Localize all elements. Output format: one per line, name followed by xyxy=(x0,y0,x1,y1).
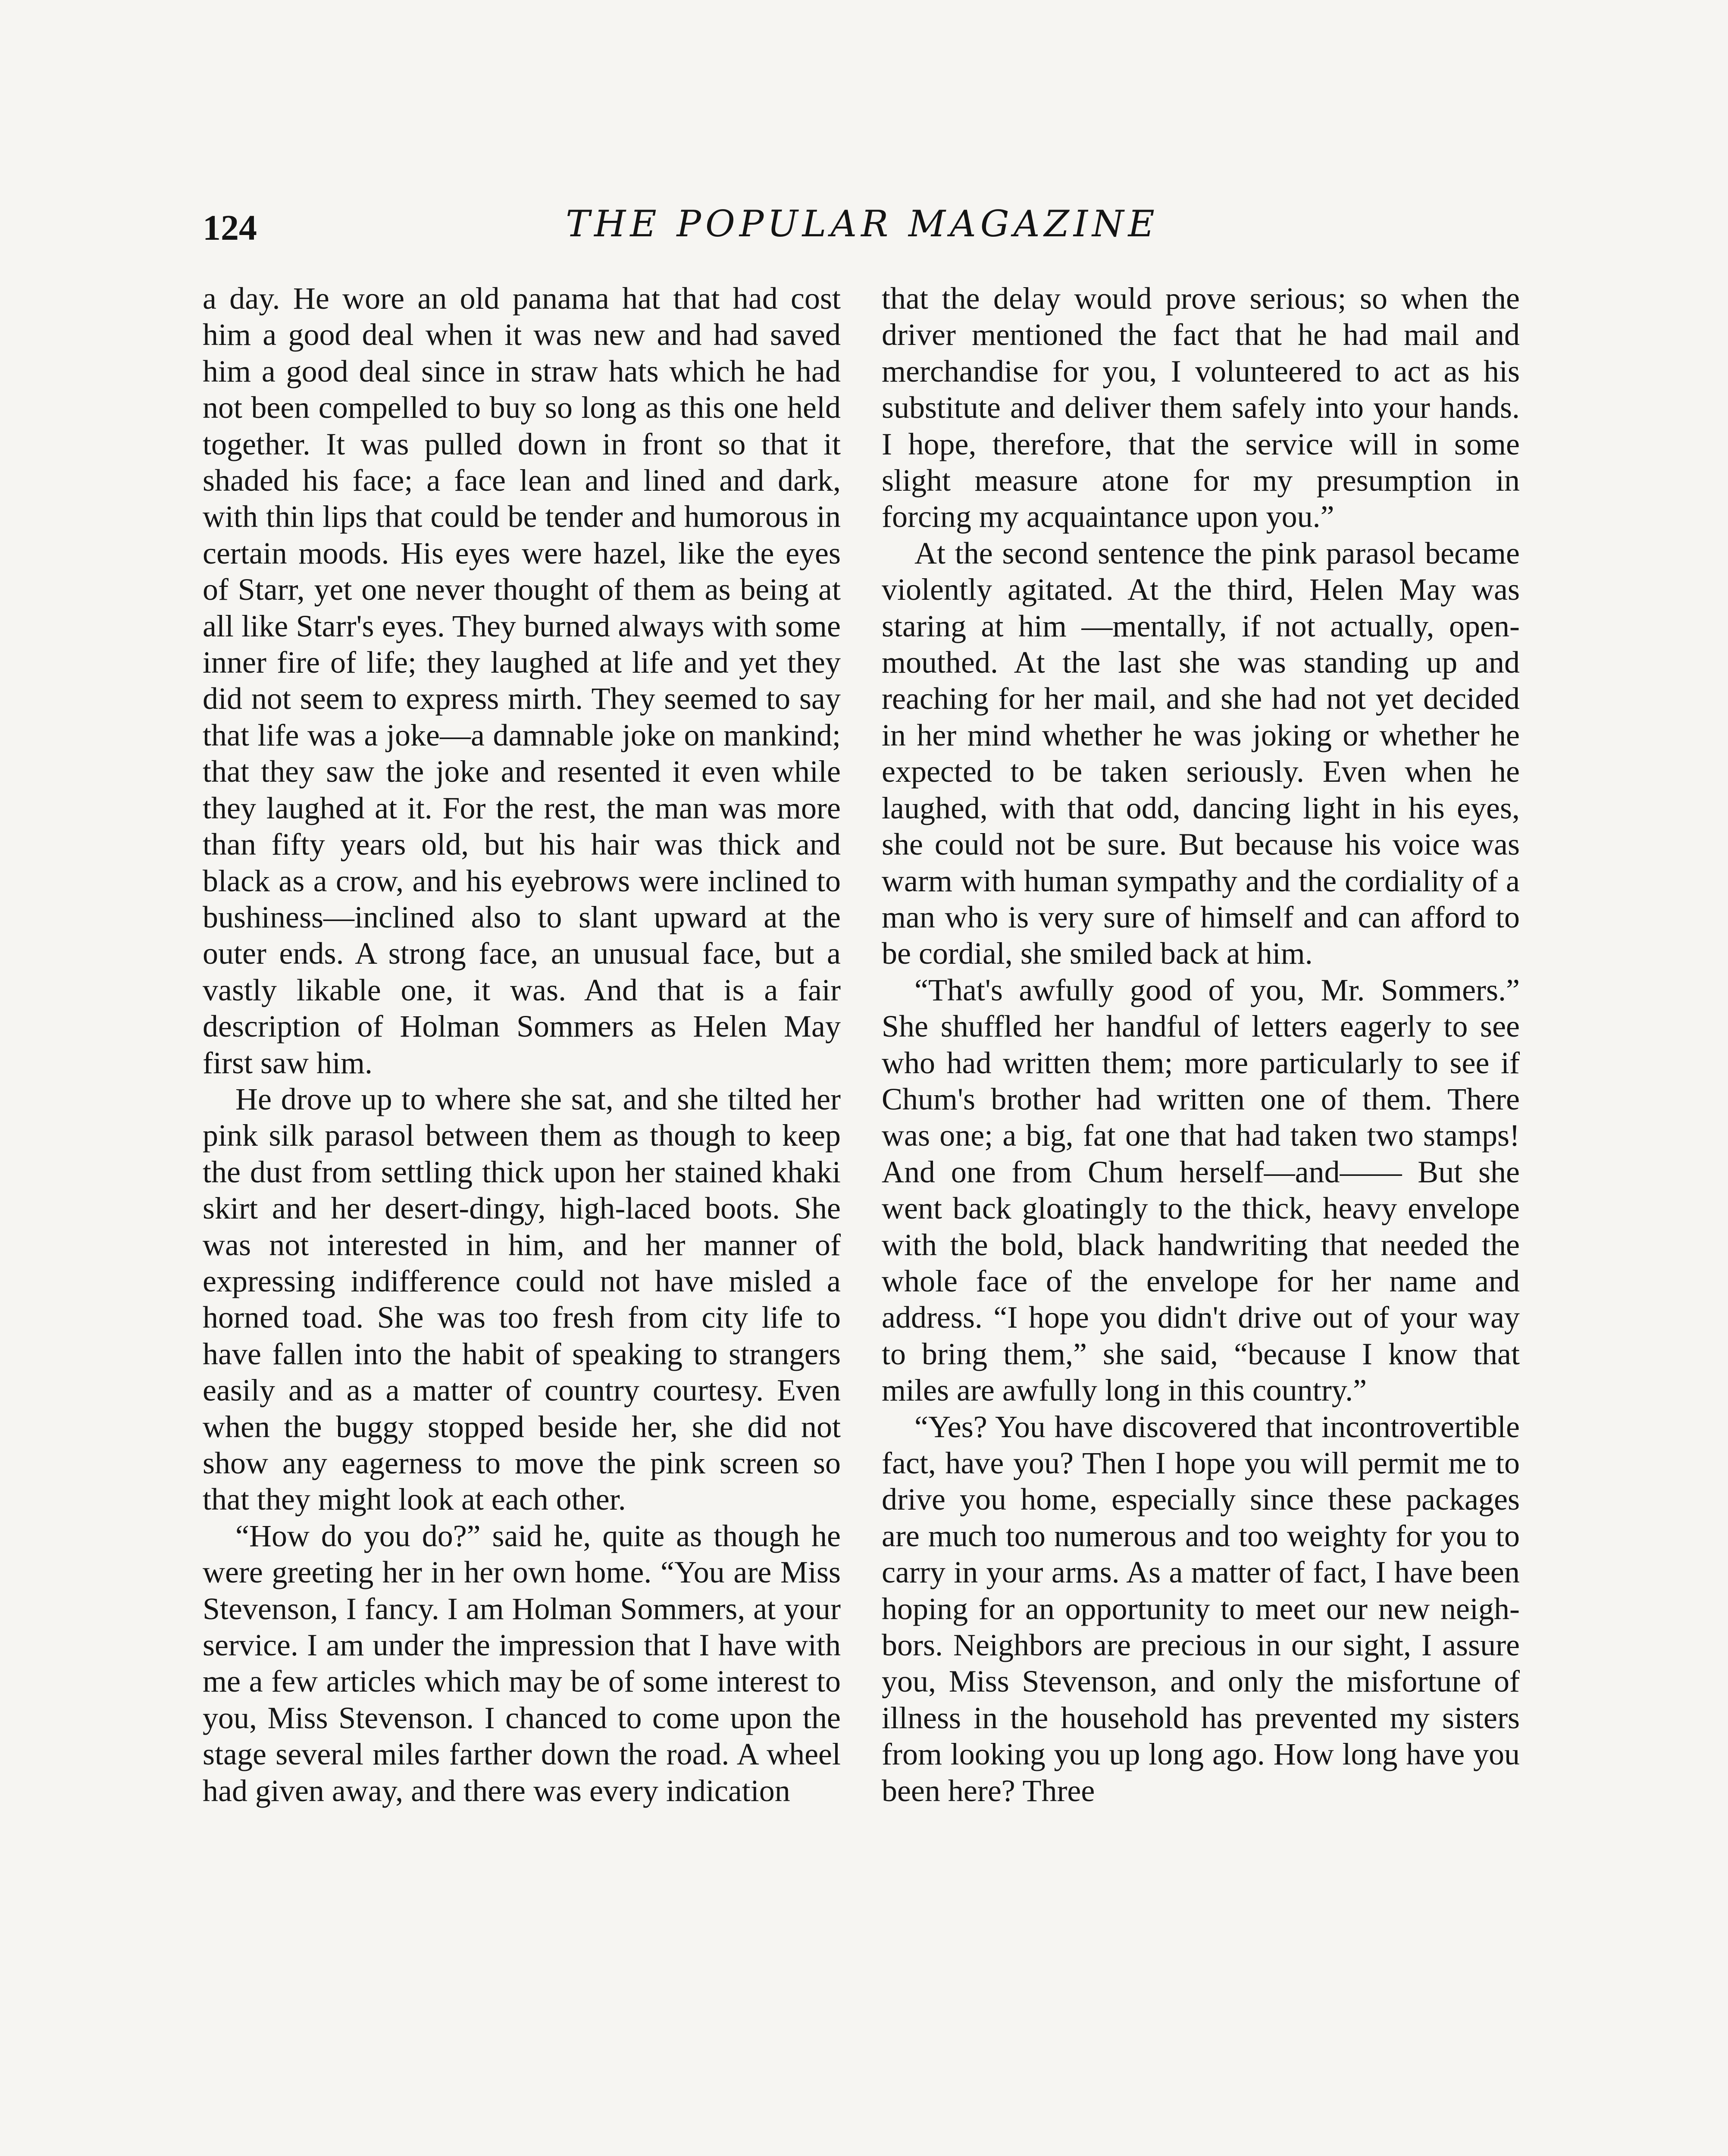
paragraph: “How do you do?” said he, quite as though he were greeting her in her own home. “You are Miss Stevenson, I fancy. I am Holman Sommers, at your service. I am under the impression that I have with me a few articles which may be of some interest to you, Miss Stevenson. I chanced to come upon the stage several miles farther down the road. A wheel had given away, and there was every indication xyxy=(203,1518,841,1808)
paragraph: “That's awfully good of you, Mr. Sommers.” She shuffled her handful of letters eagerly to see who had written them; more particularly to see if Chum's brother had written one of them. There was one; a big, fat one that had taken two stamps! And one from Chum herself—and—— But she went back gloatingly to the thick, heavy envelope with the bold, black handwriting that needed the whole face of the envelope for her name and address. “I hope you didn't drive out of your way to bring them,” she said, “because I know that miles are awfully long in this country.” xyxy=(882,972,1520,1408)
page-header xyxy=(203,203,1522,267)
page-number: 124 xyxy=(203,208,257,248)
paragraph: He drove up to where she sat, and she tilted her pink silk parasol between them as though to keep the dust from settling thick upon her stained khaki skirt and her desert-dingy, high-laced boots. She was not interested in him, and her manner of expressing indifference could not have misled a horned toad. She was too fresh from city life to have fallen into the habit of speaking to strangers easily and as a matter of country courtesy. Even when the buggy stopped beside her, she did not show any eagerness to move the pink screen so that they might look at each other. xyxy=(203,1081,841,1517)
paragraph: a day. He wore an old panama hat that had cost him a good deal when it was new and had saved him a good deal since in straw hats which he had not been compelled to buy so long as this one held together. It was pulled down in front so that it shaded his face; a face lean and lined and dark, with thin lips that could be tender and humorous in certain moods. His eyes were hazel, like the eyes of Starr, yet one never thought of them as being at all like Starr's eyes. They burned always with some inner fire of life; they laughed at life and yet they did not seem to express mirth. They seemed to say that life was a joke—a damnable joke on mankind; that they saw the joke and resented it even while they laughed at it. For the rest, the man was more than fifty years old, but his hair was thick and black as a crow, and his eyebrows were inclined to bushiness—inclined also to slant upward at the outer ends. A strong face, an unusual face, but a vastly likable one, it was. And that is a fair description of Holman Sommers as Helen May first saw him. xyxy=(203,281,841,1080)
magazine-title: THE POPULAR MAGAZINE xyxy=(566,203,1159,245)
paragraph: “Yes? You have discovered that incontrovertible fact, have you? Then I hope you will permit me to drive you home, especially since these packages are much too numerous and too weighty for you to carry in your arms. As a matter of fact, I have been hoping for an opportunity to meet our new neighbors. Neighbors are precious in our sight, I assure you, Miss Stevenson, and only the misfortune of illness in the household has prevented my sisters from looking you up long ago. How long have you been here? Three xyxy=(882,1409,1520,1808)
left-column xyxy=(203,280,841,1809)
paragraph: At the second sentence the pink parasol became violently agitated. At the third, Helen May was staring at him —mentally, if not actually, openmouthed. At the last she was standing up and reaching for her mail, and she had not yet decided in her mind whether he was joking or whether he expected to be taken seriously. Even when he laughed, with that odd, dancing light in his eyes, she could not be sure. But because his voice was warm with human sympathy and the cordiality of a man who is very sure of himself and can afford to be cordial, she smiled back at him. xyxy=(882,536,1520,971)
right-column xyxy=(882,280,1520,1809)
paragraph: that the delay would prove serious; so when the driver mentioned the fact that he had mail and merchandise for you, I volunteered to act as his substitute and deliver them safely into your hands. I hope, therefore, that the service will in some slight measure atone for my presumption in forcing my acquaintance upon you.” xyxy=(882,281,1520,534)
